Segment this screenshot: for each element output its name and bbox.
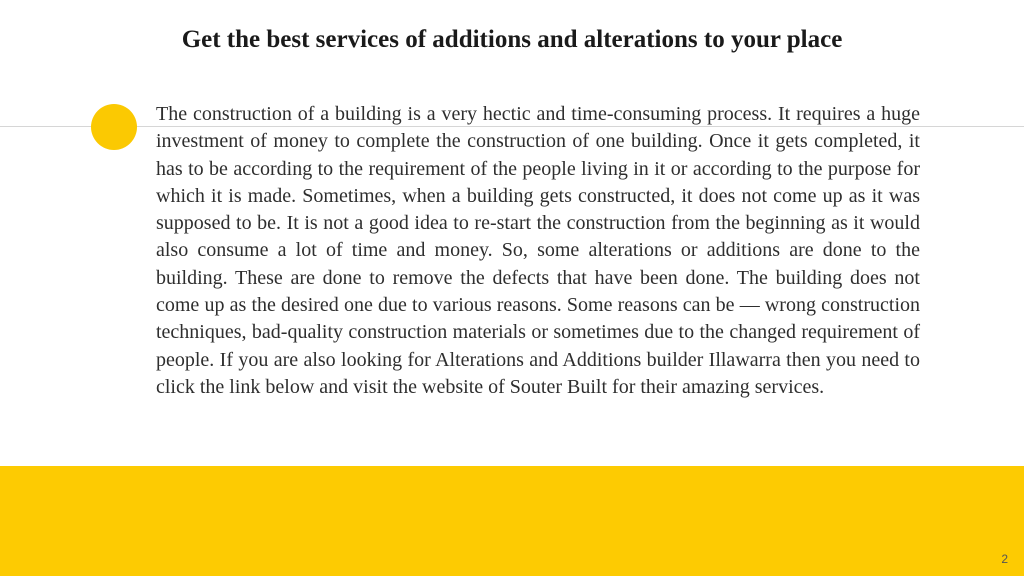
yellow-circle-decoration	[91, 104, 137, 150]
slide-title: Get the best services of additions and alterations to your place	[181, 26, 843, 53]
footer-yellow-band	[0, 466, 1024, 576]
body-paragraph: The construction of a building is a very hectic and time-consuming process. It requires a huge investment of money to complete the construction of one building. Once it gets completed, it has to be according to the requirement of the people living in it or according to the purpose for which it is made. Sometimes, when a building gets constructed, it does not come up as it was supposed to be. It is not a good idea to re-start the construction from the beginning as it would also consume a lot of time and money. So, some alterations or additions are done to the building. These are done to remove the defects that have been done. The building does not come up as the desired one due to various reasons. Some reasons can be — wrong construction techniques, bad-quality construction materials or sometimes due to the changed requirement of people. If you are also looking for Alterations and Additions builder Illawarra then you need to click the link below and visit the website of Souter Built for their amazing services.	[156, 103, 920, 398]
page-number: 2	[1001, 552, 1008, 566]
